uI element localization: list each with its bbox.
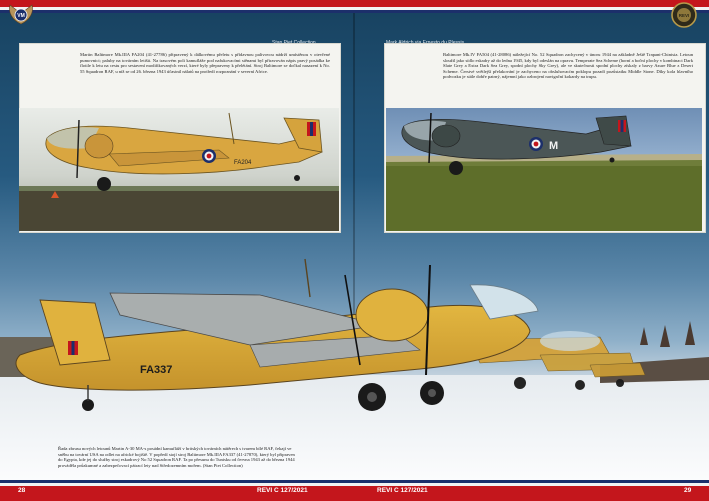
bottom-red-stripe (0, 486, 709, 501)
main-photo-caption: Řada zbrusu nových letounů Martin A-30 MA-s posádní kamufláží v britských továrních nátěrech s tvarem bílé RAF, čekají ve sněhu na tovární USA na odlet na africké bojiště. V popředí stojí stroj Baltimore Mk.IIIA FA337 (41-27870), který byl připraven do Egypta, kde jej do služby stroj eskadrový No 52 Squadron RAF. Ta po přesunu do Tunisku od června 1943 až do března 1944 prováděla průzkumné a zabezpečovací pátrací lety nad Středozemním mořem. (Stan Piet Collection) (58, 446, 295, 468)
right-photo-caption: Baltimore Mk.IV FA504 (41-28086) náležející No. 52 Squadron zachycený v únoru 1944 na základně Ještě Trapani-Chinisia. Letoun sloužil jako sídlo eskadry až do ledna 1945, kdy byl odeslán na opravu. Temperate Sea Scheme (horní a boční plochy v kombinaci Dark Slate Grey a Extra Dark Sea Grey, spodní plochy Sky Grey), ale ve skutečnosti spodní plochy získaly z barvy Azure Blue z Desert Scheme. Čerstvé světlejší přelakování je zachyceno na obsluhovacím poklopu pozadí pozůstatku Middle Stone. Díky kola hlavního podvozku je stále dobře patrný, nájemní jako ozbrojení navigační kokardy na trupu. (443, 52, 693, 80)
main-airframe-code: FA337 (140, 364, 173, 376)
left-photo-caption: Martin Baltimore Mk.IIIA FA204 (41-27786) připravený k dálkovému přeletu s přídavnou palivovou nádrží umístěnou v otevřené pumovnici; paluby na továrním letišti. Na trasovém poli kamufláže pod nafukovacími stěnami byl přiravován nápis pravý posádka ke flotile k letu na cestu pro sestavení modifikovaných verzí, které byly přepraveny k přelétání. Stroj Baltimore se dočkal nasazení k No. 55 Squadron RAF, u níž se od 26. března 1943 účastnil nálatů na protředí rozpoznání v severní Africe. (80, 52, 330, 74)
right-logo-text: REVI (678, 13, 690, 18)
footer-title-right: REVI C 127/2021 (377, 487, 428, 494)
top-red-stripe (0, 0, 709, 7)
left-airframe-code: FA204 (234, 160, 252, 166)
wing-logo-icon (6, 2, 36, 28)
badge-logo-icon (670, 1, 698, 29)
footer-title-left: REVI C 127/2021 (257, 487, 308, 494)
right-aircraft-photo (386, 108, 702, 231)
main-aircraft-photo (0, 245, 709, 480)
page-number-right: 29 (684, 487, 692, 494)
page-number-left: 28 (18, 487, 26, 494)
left-logo-text: VM (17, 13, 25, 19)
left-aircraft-photo (19, 108, 339, 231)
right-code-letter: M (549, 140, 559, 152)
